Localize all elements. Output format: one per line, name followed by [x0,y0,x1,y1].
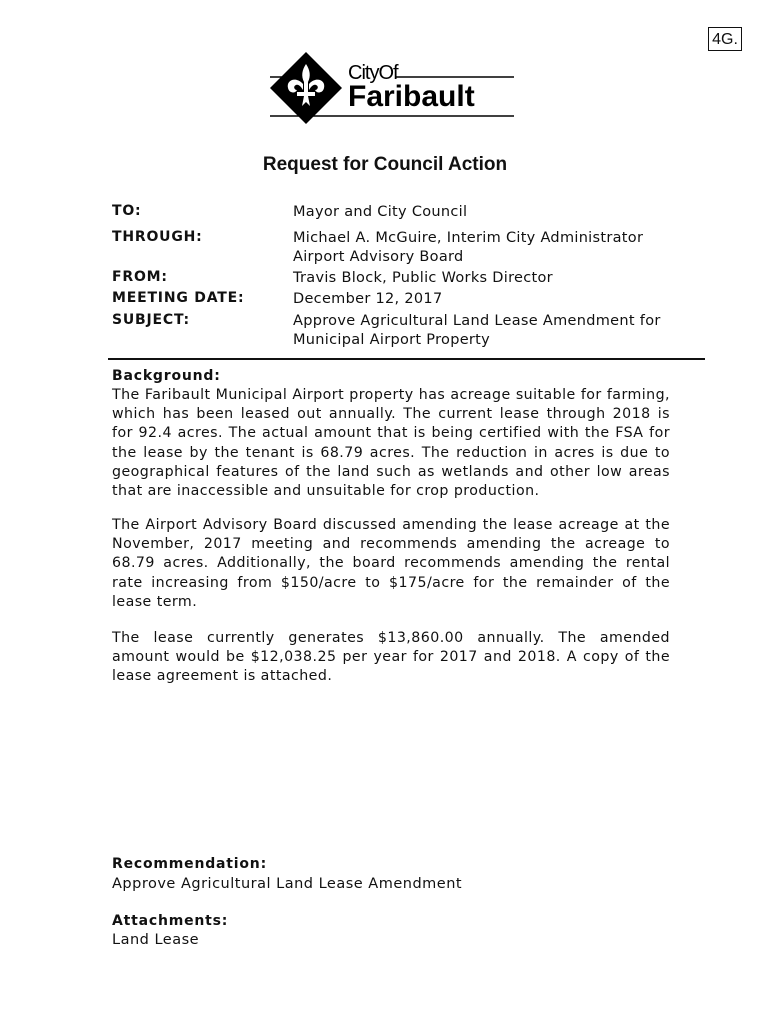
fleur-de-lis-icon [270,52,342,124]
meeting-date-value: December 12, 2017 [293,291,443,307]
to-label: TO: [112,203,142,219]
from-label: FROM: [112,269,168,285]
logo-name-text: Faribault [348,80,475,113]
to-value: Mayor and City Council [293,204,468,220]
recommendation-heading: Recommendation: [112,856,267,872]
subject-value-1: Approve Agricultural Land Lease Amendment for [293,313,661,329]
attachments-heading: Attachments: [112,913,229,929]
background-paragraph-3: The lease currently generates $13,860.00 annually. The amended amount would be $12,038.25 per year for 2017 and 2018. A copy of the lease agreement is attached. [112,630,670,685]
background-heading: Background: [112,368,221,384]
recommendation-text: Approve Agricultural Land Lease Amendment [112,876,463,892]
subject-value-2: Municipal Airport Property [293,332,491,348]
background-paragraph-1: The Faribault Municipal Airport property has acreage suitable for farming, which has been leased out annually. The current lease through 2018 is for 92.4 acres. The actual amount that is being certified with the FSA for the lease by the tenant is 68.79 acres. The reduction in acres is due to geographical features of the land such as wetlands and other low areas that are inaccessible and unsuitable for crop production. [112,387,670,500]
attachments-text: Land Lease [112,932,200,948]
through-value-1: Michael A. McGuire, Interim City Administrator [293,230,644,246]
background-paragraph-2: The Airport Advisory Board discussed amending the lease acreage at the November, 2017 meeting and recommends amending the acreage to 68.79 acres. Additionally, the board recommends amending the rental rate increasing from $150/acre to $175/acre for the remainder of the lease term. [112,517,670,610]
from-value: Travis Block, Public Works Director [293,270,553,286]
meeting-date-label: MEETING DATE: [112,290,245,306]
subject-label: SUBJECT: [112,312,190,328]
page-label: 4G. [708,27,742,51]
header-divider [108,358,705,360]
through-value-2: Airport Advisory Board [293,249,464,265]
logo-city-text: CityOf [348,62,398,84]
page-title: Request for Council Action [262,154,508,175]
through-label: THROUGH: [112,229,203,245]
